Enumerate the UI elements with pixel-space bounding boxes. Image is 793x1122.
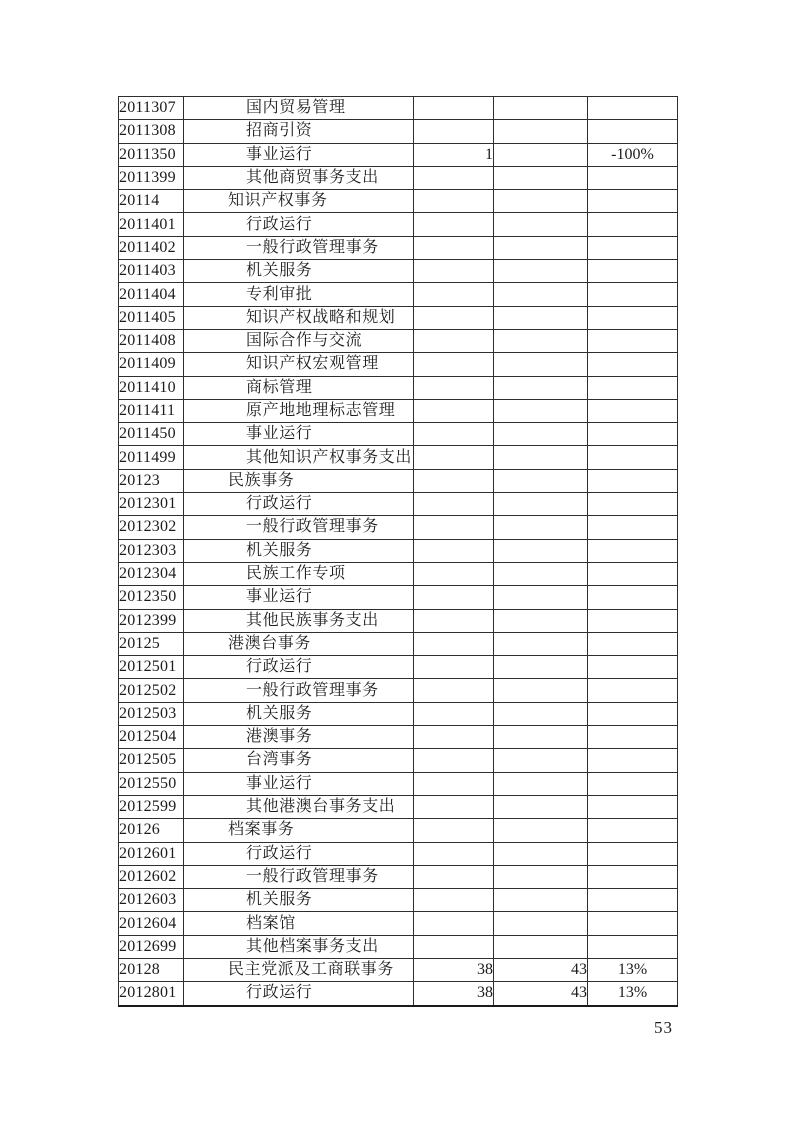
cell-code: 2012603: [119, 889, 184, 912]
cell-value2: [494, 539, 588, 562]
cell-name: 行政运行: [184, 493, 414, 516]
cell-percent: [588, 609, 678, 632]
cell-value2: [494, 306, 588, 329]
table-row: [119, 236, 678, 259]
cell-value2: [494, 912, 588, 935]
table-row: [119, 772, 678, 795]
cell-value2: [494, 772, 588, 795]
cell-value1: [414, 726, 494, 749]
cell-name: 其他民族事务支出: [184, 609, 414, 632]
cell-percent: [588, 726, 678, 749]
cell-percent: [588, 97, 678, 120]
cell-value2: [494, 236, 588, 259]
table-row: [119, 958, 678, 981]
cell-code: 20128: [119, 958, 184, 981]
cell-code: 2012599: [119, 795, 184, 818]
cell-percent: [588, 260, 678, 283]
table-row: [119, 423, 678, 446]
table-row: [119, 632, 678, 655]
table-row: [119, 842, 678, 865]
cell-percent: [588, 842, 678, 865]
cell-name: 国内贸易管理: [184, 97, 414, 120]
cell-name: 事业运行: [184, 423, 414, 446]
cell-percent: [588, 702, 678, 725]
cell-value1: [414, 260, 494, 283]
table-row: [119, 190, 678, 213]
cell-value2: [494, 865, 588, 888]
table-row: [119, 493, 678, 516]
cell-value2: [494, 935, 588, 958]
cell-name: 事业运行: [184, 143, 414, 166]
cell-name: 机关服务: [184, 260, 414, 283]
cell-value2: [494, 469, 588, 492]
table-row: [119, 539, 678, 562]
cell-percent: [588, 586, 678, 609]
cell-value1: [414, 865, 494, 888]
table-row: [119, 516, 678, 539]
cell-value1: [414, 935, 494, 958]
cell-value2: 43: [494, 958, 588, 981]
cell-value2: [494, 726, 588, 749]
cell-value2: [494, 166, 588, 189]
cell-name: 其他港澳台事务支出: [184, 795, 414, 818]
cell-value1: [414, 283, 494, 306]
cell-value2: [494, 749, 588, 772]
table-row: [119, 562, 678, 585]
table-row: [119, 865, 678, 888]
cell-code: 2012602: [119, 865, 184, 888]
table-row: [119, 329, 678, 352]
cell-value1: [414, 399, 494, 422]
cell-name: 招商引资: [184, 120, 414, 143]
table-row: [119, 469, 678, 492]
cell-code: 2012301: [119, 493, 184, 516]
cell-value1: [414, 539, 494, 562]
cell-code: 2012503: [119, 702, 184, 725]
cell-code: 2012350: [119, 586, 184, 609]
cell-value1: [414, 353, 494, 376]
cell-value2: [494, 562, 588, 585]
cell-name: 商标管理: [184, 376, 414, 399]
cell-value1: [414, 166, 494, 189]
cell-value2: [494, 819, 588, 842]
cell-value1: 38: [414, 958, 494, 981]
cell-name: 档案事务: [184, 819, 414, 842]
cell-name: 其他商贸事务支出: [184, 166, 414, 189]
cell-name: 国际合作与交流: [184, 329, 414, 352]
cell-value2: [494, 609, 588, 632]
table-row: [119, 679, 678, 702]
cell-percent: [588, 749, 678, 772]
cell-code: 2011405: [119, 306, 184, 329]
cell-name: 其他档案事务支出: [184, 935, 414, 958]
cell-value2: [494, 516, 588, 539]
cell-value1: [414, 562, 494, 585]
cell-name: 专利审批: [184, 283, 414, 306]
cell-value1: [414, 912, 494, 935]
cell-value1: [414, 516, 494, 539]
cell-name: 一般行政管理事务: [184, 679, 414, 702]
cell-percent: [588, 632, 678, 655]
cell-name: 行政运行: [184, 213, 414, 236]
cell-name: 知识产权宏观管理: [184, 353, 414, 376]
cell-name: 一般行政管理事务: [184, 865, 414, 888]
cell-code: 2011450: [119, 423, 184, 446]
table-row: [119, 120, 678, 143]
table-row: [119, 889, 678, 912]
cell-value2: [494, 376, 588, 399]
cell-code: 2011401: [119, 213, 184, 236]
cell-value1: [414, 446, 494, 469]
cell-percent: [588, 283, 678, 306]
cell-percent: [588, 423, 678, 446]
table-row: [119, 166, 678, 189]
cell-value1: [414, 656, 494, 679]
cell-value1: [414, 376, 494, 399]
cell-value2: [494, 399, 588, 422]
cell-percent: [588, 516, 678, 539]
cell-value2: [494, 260, 588, 283]
cell-name: 机关服务: [184, 539, 414, 562]
cell-value2: [494, 143, 588, 166]
cell-code: 2011308: [119, 120, 184, 143]
cell-percent: [588, 772, 678, 795]
table-row: [119, 935, 678, 958]
cell-value2: [494, 329, 588, 352]
cell-value1: [414, 772, 494, 795]
cell-name: 其他知识产权事务支出: [184, 446, 414, 469]
cell-code: 2011350: [119, 143, 184, 166]
cell-code: 2012304: [119, 562, 184, 585]
cell-value1: 38: [414, 982, 494, 1006]
cell-percent: [588, 213, 678, 236]
table-row: [119, 446, 678, 469]
cell-value1: [414, 889, 494, 912]
cell-value1: [414, 749, 494, 772]
cell-value1: [414, 213, 494, 236]
cell-code: 20126: [119, 819, 184, 842]
cell-percent: [588, 865, 678, 888]
cell-value1: [414, 236, 494, 259]
cell-percent: [588, 236, 678, 259]
cell-value2: [494, 190, 588, 213]
cell-code: 2012501: [119, 656, 184, 679]
cell-value1: [414, 632, 494, 655]
cell-value2: [494, 120, 588, 143]
budget-table: [118, 96, 678, 1007]
cell-value2: [494, 586, 588, 609]
cell-value2: [494, 97, 588, 120]
cell-percent: [588, 376, 678, 399]
cell-percent: [588, 329, 678, 352]
cell-name: 知识产权事务: [184, 190, 414, 213]
table-row: [119, 795, 678, 818]
cell-percent: [588, 399, 678, 422]
cell-value2: [494, 702, 588, 725]
cell-name: 事业运行: [184, 772, 414, 795]
cell-value1: [414, 469, 494, 492]
cell-name: 事业运行: [184, 586, 414, 609]
cell-percent: 13%: [588, 982, 678, 1006]
cell-percent: [588, 493, 678, 516]
page-number: 53: [654, 1018, 673, 1037]
table-row: [119, 726, 678, 749]
cell-name: 民主党派及工商联事务: [184, 958, 414, 981]
table-row: [119, 353, 678, 376]
cell-value1: [414, 329, 494, 352]
cell-name: 机关服务: [184, 702, 414, 725]
table-row: [119, 97, 678, 120]
cell-code: 2011411: [119, 399, 184, 422]
cell-code: 2012699: [119, 935, 184, 958]
cell-code: 20125: [119, 632, 184, 655]
cell-percent: [588, 912, 678, 935]
cell-percent: [588, 120, 678, 143]
cell-value2: [494, 423, 588, 446]
table-row: [119, 260, 678, 283]
cell-percent: [588, 679, 678, 702]
cell-code: 2011409: [119, 353, 184, 376]
cell-name: 行政运行: [184, 982, 414, 1006]
cell-value2: [494, 213, 588, 236]
cell-percent: [588, 353, 678, 376]
cell-value1: [414, 702, 494, 725]
cell-code: 2012604: [119, 912, 184, 935]
cell-percent: [588, 795, 678, 818]
table-row: [119, 982, 678, 1006]
cell-percent: [588, 819, 678, 842]
cell-percent: [588, 166, 678, 189]
cell-code: 2011410: [119, 376, 184, 399]
cell-code: 2012601: [119, 842, 184, 865]
cell-code: 2011404: [119, 283, 184, 306]
cell-value2: [494, 446, 588, 469]
cell-value1: [414, 97, 494, 120]
cell-value2: [494, 795, 588, 818]
cell-value2: [494, 353, 588, 376]
cell-code: 20114: [119, 190, 184, 213]
cell-value2: [494, 493, 588, 516]
cell-value1: [414, 423, 494, 446]
table-row: [119, 912, 678, 935]
cell-percent: -100%: [588, 143, 678, 166]
cell-value2: [494, 656, 588, 679]
table-row: [119, 376, 678, 399]
table-row: [119, 283, 678, 306]
table-row: [119, 819, 678, 842]
cell-code: 2012505: [119, 749, 184, 772]
cell-code: 2012399: [119, 609, 184, 632]
cell-value1: [414, 795, 494, 818]
cell-code: 2012502: [119, 679, 184, 702]
cell-code: 2012550: [119, 772, 184, 795]
cell-value1: [414, 679, 494, 702]
cell-name: 民族事务: [184, 469, 414, 492]
table-row: [119, 213, 678, 236]
cell-code: 2011399: [119, 166, 184, 189]
cell-percent: [588, 446, 678, 469]
cell-value2: [494, 679, 588, 702]
cell-value1: [414, 493, 494, 516]
table-row: [119, 586, 678, 609]
cell-code: 2011499: [119, 446, 184, 469]
cell-code: 2011402: [119, 236, 184, 259]
table-row: [119, 609, 678, 632]
cell-percent: 13%: [588, 958, 678, 981]
cell-code: 2012302: [119, 516, 184, 539]
cell-code: 2012504: [119, 726, 184, 749]
cell-value1: [414, 819, 494, 842]
cell-value2: [494, 889, 588, 912]
table-body: [119, 97, 678, 1006]
cell-value1: [414, 842, 494, 865]
cell-code: 2011307: [119, 97, 184, 120]
cell-name: 台湾事务: [184, 749, 414, 772]
table-row: [119, 702, 678, 725]
cell-percent: [588, 889, 678, 912]
cell-code: 2012801: [119, 982, 184, 1006]
cell-value2: [494, 283, 588, 306]
cell-percent: [588, 306, 678, 329]
cell-name: 港澳事务: [184, 726, 414, 749]
table-row: [119, 749, 678, 772]
cell-value1: [414, 120, 494, 143]
cell-name: 原产地地理标志管理: [184, 399, 414, 422]
table-row: [119, 306, 678, 329]
cell-name: 一般行政管理事务: [184, 236, 414, 259]
cell-percent: [588, 190, 678, 213]
cell-name: 一般行政管理事务: [184, 516, 414, 539]
cell-value1: 1: [414, 143, 494, 166]
cell-code: 2011408: [119, 329, 184, 352]
cell-name: 知识产权战略和规划: [184, 306, 414, 329]
cell-percent: [588, 935, 678, 958]
cell-name: 行政运行: [184, 842, 414, 865]
cell-code: 2011403: [119, 260, 184, 283]
cell-percent: [588, 469, 678, 492]
cell-name: 档案馆: [184, 912, 414, 935]
cell-value2: [494, 632, 588, 655]
cell-value1: [414, 609, 494, 632]
table-row: [119, 656, 678, 679]
cell-name: 港澳台事务: [184, 632, 414, 655]
table-row: [119, 399, 678, 422]
cell-value1: [414, 586, 494, 609]
cell-name: 民族工作专项: [184, 562, 414, 585]
cell-value2: [494, 842, 588, 865]
cell-name: 机关服务: [184, 889, 414, 912]
cell-percent: [588, 539, 678, 562]
cell-code: 20123: [119, 469, 184, 492]
cell-value1: [414, 190, 494, 213]
cell-value1: [414, 306, 494, 329]
cell-code: 2012303: [119, 539, 184, 562]
table-row: [119, 143, 678, 166]
cell-value2: 43: [494, 982, 588, 1006]
cell-name: 行政运行: [184, 656, 414, 679]
cell-percent: [588, 562, 678, 585]
cell-percent: [588, 656, 678, 679]
